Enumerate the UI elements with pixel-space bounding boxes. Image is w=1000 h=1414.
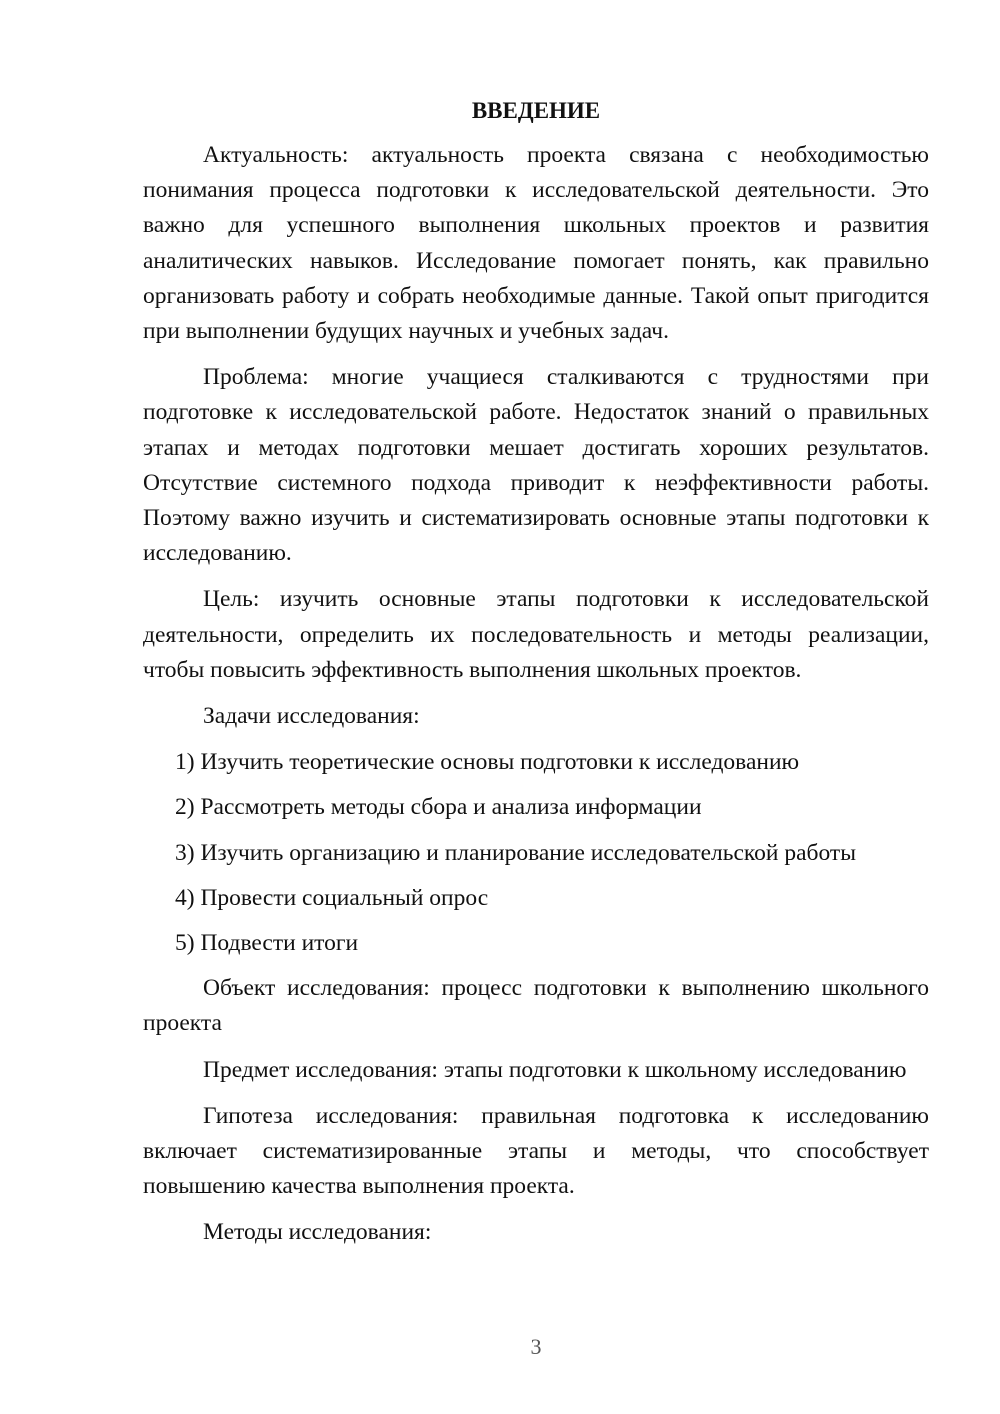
section-title: ВВЕДЕНИЕ [471, 98, 601, 123]
task-item: 5) Подвести итоги [175, 930, 359, 957]
problem-paragraph: Проблема: многие учащиеся сталкиваются с трудностями при подготовке к исследовательской работе. Недостаток знаний о правильных этапах и методах подготовки мешает достигать хороших результатов. Отсутствие системного подхода приводит к неэффективности работы. Поэтому важно изучить и систематизировать основные этапы подготовки к исследованию. [143, 364, 929, 567]
tasks-heading: Задачи исследования: [203, 703, 420, 730]
task-item: 3) Изучить организацию и планирование исследовательской работы [175, 839, 856, 866]
methods-heading: Методы исследования: [203, 1219, 432, 1246]
object-paragraph: Объект исследования: процесс подготовки к выполнению школьного проекта [143, 975, 929, 1037]
hypothesis-paragraph: Гипотеза исследования: правильная подготовка к исследованию включает систематизированные этапы и методы, что способствует повышению качества выполнения проекта. [143, 1102, 929, 1200]
page-content [143, 96, 929, 1262]
subject-paragraph: Предмет исследования: этапы подготовки к школьному исследованию [203, 1056, 907, 1083]
tasks-list [143, 745, 929, 961]
page-number: 3 [530, 1334, 542, 1359]
task-item: 1) Изучить теоретические основы подготовки к исследованию [175, 749, 800, 776]
goal-paragraph: Цель: изучить основные этапы подготовки к исследовательской деятельности, определить их последовательность и методы реализации, чтобы повысить эффективность выполнения школьных проектов. [143, 586, 929, 683]
task-item: 4) Провести социальный опрос [175, 884, 489, 911]
task-item: 2) Рассмотреть методы сбора и анализа информации [175, 794, 702, 821]
relevance-paragraph: Актуальность: актуальность проекта связана с необходимостью понимания процесса подготовки к исследовательской деятельности. Это важно для успешного выполнения школьных проектов и развития аналитических навыков. Исследование помогает понять, как правильно организовать работу и собрать необходимые данные. Такой опыт пригодится при выполнении будущих научных и учебных задач. [143, 142, 929, 345]
